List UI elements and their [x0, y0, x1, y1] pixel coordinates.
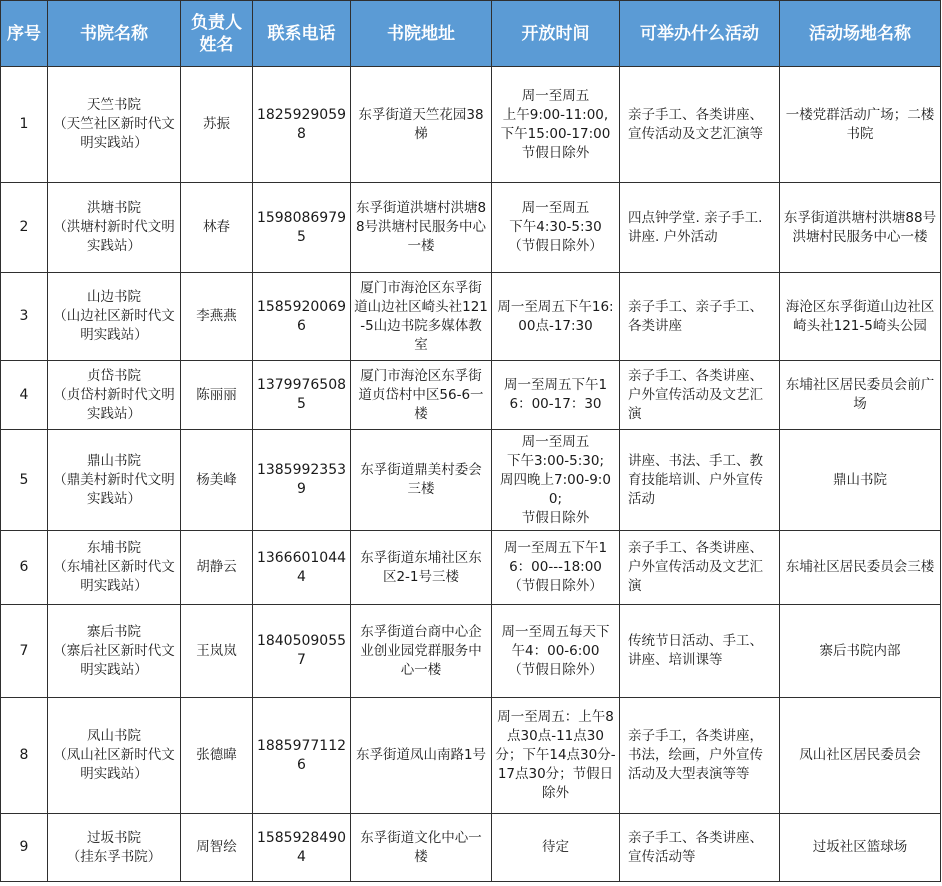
cell-address: 东孚街道天竺花园38梯: [351, 67, 492, 183]
cell-academy-name: 洪塘书院 （洪塘村新时代文明实践站）: [48, 183, 181, 273]
cell-phone: 15859200696: [253, 273, 351, 361]
table-row: [1, 67, 941, 183]
cell-person: 胡静云: [181, 531, 253, 605]
cell-activities: 传统节日活动、手工、讲座、培训课等: [620, 605, 780, 698]
table-row: [1, 430, 941, 531]
header-name: 书院名称: [48, 1, 181, 67]
cell-activities: 讲座、书法、手工、教育技能培训、户外宣传活动: [620, 430, 780, 531]
cell-index: 5: [1, 430, 48, 531]
cell-hours: 周一至周五下午16：00---18:00 （节假日除外）: [492, 531, 620, 605]
cell-phone: 18859771126: [253, 698, 351, 814]
cell-phone: 13859923539: [253, 430, 351, 531]
table-row: [1, 814, 941, 882]
cell-person: 周智绘: [181, 814, 253, 882]
cell-address: 东孚街道台商中心企业创业园党群服务中心一楼: [351, 605, 492, 698]
cell-address: 东孚街道鼎美村委会三楼: [351, 430, 492, 531]
header-hours: 开放时间: [492, 1, 620, 67]
cell-phone: 13666010444: [253, 531, 351, 605]
cell-phone: 15980869795: [253, 183, 351, 273]
cell-index: 8: [1, 698, 48, 814]
cell-hours: 周一至周五下午16：00-17：30: [492, 361, 620, 430]
cell-address: 东孚街道凤山南路1号: [351, 698, 492, 814]
cell-venue: 一楼党群活动广场；二楼书院: [780, 67, 941, 183]
cell-activities: 亲子手工、各类讲座、宣传活动等: [620, 814, 780, 882]
cell-person: 张德暐: [181, 698, 253, 814]
cell-phone: 15859284904: [253, 814, 351, 882]
cell-hours: 待定: [492, 814, 620, 882]
cell-hours: 周一至周五 下午3:00-5:30; 周四晚上7:00-9:00; 节假日除外: [492, 430, 620, 531]
cell-hours: 周一至周五 下午4:30-5:30 （节假日除外）: [492, 183, 620, 273]
cell-index: 7: [1, 605, 48, 698]
cell-hours: 周一至周五每天下午4：00-6:00 （节假日除外）: [492, 605, 620, 698]
cell-venue: 鼎山书院: [780, 430, 941, 531]
cell-index: 4: [1, 361, 48, 430]
header-person: 负责人姓名: [181, 1, 253, 67]
cell-academy-name: 鼎山书院 （鼎美村新时代文明实践站）: [48, 430, 181, 531]
cell-address: 厦门市海沧区东孚街道贞岱村中区56-6一楼: [351, 361, 492, 430]
cell-person: 陈丽丽: [181, 361, 253, 430]
cell-academy-name: 天竺书院 （天竺社区新时代文明实践站）: [48, 67, 181, 183]
cell-venue: 东埔社区居民委员会前广场: [780, 361, 941, 430]
cell-academy-name: 寨后书院 （寨后社区新时代文明实践站）: [48, 605, 181, 698]
cell-activities: 四点钟学堂. 亲子手工. 讲座. 户外活动: [620, 183, 780, 273]
cell-address: 厦门市海沧区东孚街道山边社区崎头社121-5山边书院多媒体教室: [351, 273, 492, 361]
cell-person: 杨美峰: [181, 430, 253, 531]
cell-address: 东孚街道文化中心一楼: [351, 814, 492, 882]
cell-academy-name: 贞岱书院 （贞岱村新时代文明实践站）: [48, 361, 181, 430]
table-row: [1, 273, 941, 361]
table-row: [1, 531, 941, 605]
cell-address: 东孚街道东埔社区东区2-1号三楼: [351, 531, 492, 605]
cell-venue: 东孚街道洪塘村洪塘88号洪塘村民服务中心一楼: [780, 183, 941, 273]
cell-academy-name: 山边书院 （山边社区新时代文明实践站）: [48, 273, 181, 361]
table-row: [1, 605, 941, 698]
cell-venue: 过坂社区篮球场: [780, 814, 941, 882]
cell-academy-name: 东埔书院 （东埔社区新时代文明实践站）: [48, 531, 181, 605]
cell-person: 林春: [181, 183, 253, 273]
cell-hours: 周一至周五下午16:00点-17:30: [492, 273, 620, 361]
cell-index: 2: [1, 183, 48, 273]
cell-venue: 凤山社区居民委员会: [780, 698, 941, 814]
cell-index: 9: [1, 814, 48, 882]
cell-activities: 亲子手工、亲子手工、各类讲座: [620, 273, 780, 361]
cell-person: 苏振: [181, 67, 253, 183]
cell-address: 东孚街道洪塘村洪塘88号洪塘村民服务中心一楼: [351, 183, 492, 273]
table-row: [1, 698, 941, 814]
header-venue: 活动场地名称: [780, 1, 941, 67]
cell-phone: 18259290598: [253, 67, 351, 183]
cell-venue: 东埔社区居民委员会三楼: [780, 531, 941, 605]
cell-venue: 海沧区东孚街道山边社区崎头社121-5崎头公园: [780, 273, 941, 361]
cell-person: 王岚岚: [181, 605, 253, 698]
cell-activities: 亲子手工、各类讲座、户外宣传活动及文艺汇演: [620, 531, 780, 605]
cell-index: 3: [1, 273, 48, 361]
header-activities: 可举办什么活动: [620, 1, 780, 67]
table-row: [1, 183, 941, 273]
cell-activities: 亲子手工，各类讲座，书法，绘画，户外宣传活动及大型表演等等: [620, 698, 780, 814]
cell-academy-name: 凤山书院 （凤山社区新时代文明实践站）: [48, 698, 181, 814]
cell-activities: 亲子手工、各类讲座、宣传活动及文艺汇演等: [620, 67, 780, 183]
cell-venue: 寨后书院内部: [780, 605, 941, 698]
cell-index: 1: [1, 67, 48, 183]
cell-index: 6: [1, 531, 48, 605]
cell-phone: 18405090557: [253, 605, 351, 698]
cell-hours: 周一至周五 上午9:00-11:00, 下午15:00-17:00 节假日除外: [492, 67, 620, 183]
cell-phone: 13799765085: [253, 361, 351, 430]
header-phone: 联系电话: [253, 1, 351, 67]
header-row: [1, 1, 941, 67]
table-row: [1, 361, 941, 430]
header-index: 序号: [1, 1, 48, 67]
header-address: 书院地址: [351, 1, 492, 67]
cell-person: 李燕燕: [181, 273, 253, 361]
cell-hours: 周一至周五：上午8点30点-11点30分；下午14点30分-17点30分；节假日除外: [492, 698, 620, 814]
cell-activities: 亲子手工、各类讲座、户外宣传活动及文艺汇演: [620, 361, 780, 430]
cell-academy-name: 过坂书院 （挂东孚书院）: [48, 814, 181, 882]
